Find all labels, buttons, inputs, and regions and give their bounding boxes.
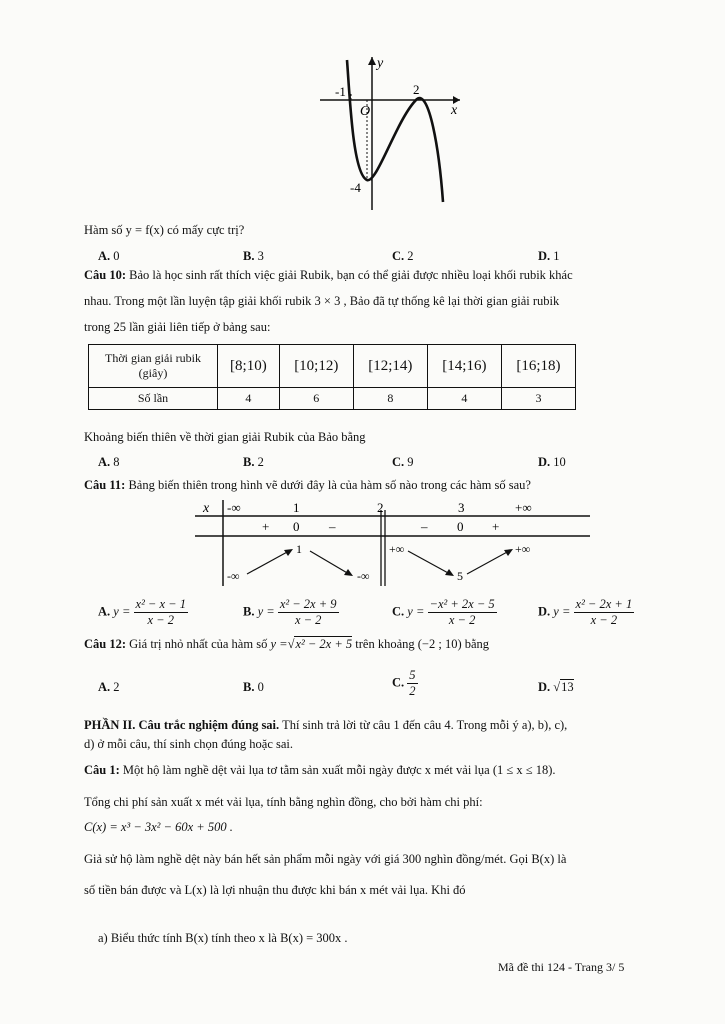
vt-y-value: +∞ <box>515 542 531 556</box>
x-tick-2: 2 <box>413 82 420 97</box>
q10-line2: nhau. Trong một lần luyện tập giải khối rubik 3 × 3 , Bảo đã tự thống kê lại thời gian giải rubik <box>84 294 560 308</box>
option-fraction <box>278 597 339 628</box>
option-key: B. <box>243 604 255 619</box>
option-lhs: y = <box>553 604 571 619</box>
option-key: B. <box>243 455 255 469</box>
option-text: 2 <box>113 680 120 694</box>
vt-sign: + <box>492 519 500 534</box>
vt-sign: 0 <box>293 519 300 534</box>
q10-option-d[interactable] <box>538 455 566 470</box>
p2q1-line3: Giả sử hộ làm nghề dệt này bán hết sản phẩm mỗi ngày với giá 300 nghìn đồng/mét. Gọi B(x) là <box>84 852 567 866</box>
option-fraction <box>574 597 635 628</box>
part2-heading <box>84 718 567 733</box>
option-lhs: y = <box>113 604 131 619</box>
vt-y-value: +∞ <box>389 542 405 556</box>
part2-heading-line2: d) ở mỗi câu, thí sinh chọn đúng hoặc sai. <box>84 737 294 751</box>
q11-option-d[interactable] <box>538 597 634 628</box>
vt-sign: – <box>329 519 336 534</box>
option-text: 3 <box>257 249 264 263</box>
option-key: C. <box>392 455 405 469</box>
p2q1-line2: Tổng chi phí sản xuất x mét vải lụa, tính bằng nghìn đồng, cho bởi hàm chi phí: <box>84 795 483 809</box>
q10-line1 <box>84 268 573 283</box>
q12-line: Câu 12: Giá trị nhỏ nhất của hàm số y =√x² − 2x + 5 trên khoảng (−2 ; 10) bằng <box>84 637 490 651</box>
option-text: 2 <box>407 249 414 263</box>
fraction-numerator: x² − x − 1 <box>135 597 186 611</box>
option-key: C. <box>392 249 405 263</box>
row-label: Số lần <box>89 388 218 410</box>
fraction-denominator: 2 <box>409 684 416 698</box>
vt-sign: 0 <box>457 519 464 534</box>
q10-label: Câu 10: <box>84 268 127 282</box>
option-key: D. <box>538 455 551 469</box>
fraction-numerator: x² − 2x + 1 <box>575 597 633 611</box>
q9-option-b[interactable] <box>243 249 264 264</box>
option-key: D. <box>538 680 551 694</box>
q12-label: Câu 12: <box>84 637 127 651</box>
option-text: 0 <box>257 680 264 694</box>
q11-line <box>84 478 531 493</box>
count-cell: 4 <box>427 388 501 410</box>
interval-cell: [14;16) <box>427 345 501 388</box>
p2q1-label: Câu 1: <box>84 763 120 777</box>
option-text: 8 <box>113 455 120 469</box>
page-footer: Mã đề thi 124 - Trang 3/ 5 <box>498 960 625 974</box>
interval-cell: [16;18) <box>501 345 575 388</box>
option-key: A. <box>98 249 111 263</box>
fraction-denominator: x − 2 <box>294 613 322 627</box>
option-key: D. <box>538 249 551 263</box>
q12-option-d[interactable]: D. √13 <box>538 680 574 694</box>
table-header-line1: Thời gian giải rubik <box>105 351 201 365</box>
count-cell: 3 <box>501 388 575 410</box>
vt-x-value: 1 <box>293 500 300 515</box>
vt-y-value: 1 <box>296 542 302 556</box>
option-text: 0 <box>113 249 120 263</box>
count-cell: 8 <box>353 388 427 410</box>
option-key: B. <box>243 249 255 263</box>
option-fraction <box>428 597 497 628</box>
option-key: D. <box>538 604 551 619</box>
q12-option-b[interactable] <box>243 680 264 695</box>
q10-option-c[interactable] <box>392 455 414 470</box>
option-key: A. <box>98 455 111 469</box>
option-lhs: y = <box>407 604 425 619</box>
option-text: 10 <box>553 455 566 469</box>
vt-y-value: -∞ <box>357 569 370 583</box>
fraction-denominator: x − 2 <box>448 613 476 627</box>
q9-question: Hàm số y = f(x) có mấy cực trị? <box>84 223 245 237</box>
rubik-table <box>88 344 576 410</box>
q10-line3: trong 25 lần giải liên tiếp ở bảng sau: <box>84 320 271 334</box>
q11-option-a[interactable] <box>98 597 188 628</box>
q9-option-a[interactable] <box>98 249 120 264</box>
y-tick-neg4: -4 <box>350 180 361 195</box>
q9-option-c[interactable] <box>392 249 414 264</box>
interval-cell: [12;14) <box>353 345 427 388</box>
q11-text: Bảng biến thiên trong hình vẽ dưới đây là của hàm số nào trong các hàm số sau? <box>128 478 531 492</box>
vt-y-value: 5 <box>457 569 463 583</box>
option-key: C. <box>392 604 405 619</box>
interval-cell: [10;12) <box>279 345 353 388</box>
part2-heading-rest: Thí sinh trả lời từ câu 1 đến câu 4. Trong mỗi ý a), b), c), <box>279 718 568 732</box>
option-fraction <box>134 597 188 628</box>
fraction-numerator: −x² + 2x − 5 <box>429 597 495 611</box>
q11-option-c[interactable] <box>392 597 497 628</box>
option-key: A. <box>98 604 111 619</box>
interval-cell: [8;10) <box>218 345 280 388</box>
p2q1-line4: số tiền bán được và L(x) là lợi nhuận thu được khi bán x mét vải lụa. Khi đó <box>84 883 466 897</box>
vt-arrow-down-2 <box>408 551 450 574</box>
option-key: B. <box>243 680 255 694</box>
fraction-numerator: x² − 2x + 9 <box>279 597 337 611</box>
vt-x-label: x <box>203 501 210 516</box>
vt-arrow-up-1 <box>247 551 289 574</box>
count-cell: 6 <box>279 388 353 410</box>
part2-heading-bold: PHẦN II. Câu trắc nghiệm đúng sai. <box>84 718 280 732</box>
q12-text-before: Giá trị nhỏ nhất của hàm số <box>129 637 268 651</box>
table-header-line2: (giây) <box>138 366 168 380</box>
fraction-denominator: x − 2 <box>590 613 618 627</box>
q10-question: Khoảng biến thiên về thời gian giải Rubik của Bảo bằng <box>84 430 366 444</box>
vt-x-value: 3 <box>458 500 465 515</box>
q9-option-d[interactable] <box>538 249 560 264</box>
option-key: A. <box>98 680 111 694</box>
q10-text1: Bảo là học sinh rất thích việc giải Rubik, bạn có thể giải được nhiều loại khối rubik khác <box>129 268 573 282</box>
function-graph <box>315 52 465 212</box>
x-axis-label: x <box>451 103 458 118</box>
vt-y-value: -∞ <box>227 569 240 583</box>
option-radicand: 13 <box>561 680 574 694</box>
vt-sign: – <box>421 519 428 534</box>
origin-label: O <box>360 104 371 119</box>
q12-option-a[interactable] <box>98 680 120 695</box>
vt-x-value: +∞ <box>515 500 532 515</box>
p2q1-text1: Một hộ làm nghề dệt vải lụa tơ tằm sản xuất mỗi ngày được x mét vải lụa (1 ≤ x ≤ 18). <box>122 763 556 777</box>
q10-option-b[interactable] <box>243 455 264 470</box>
variation-table <box>195 498 590 588</box>
q12-option-c[interactable] <box>392 668 418 699</box>
table-header <box>89 345 218 388</box>
q11-label: Câu 11: <box>84 478 126 492</box>
option-text: 9 <box>407 455 414 469</box>
y-axis-label: y <box>377 56 384 71</box>
vt-arrow-down-1 <box>310 551 349 574</box>
q12-text-after: trên khoảng (−2 ; 10) bằng <box>355 637 490 651</box>
option-text: 1 <box>553 249 560 263</box>
fraction-numerator: 5 <box>409 668 416 682</box>
function-curve <box>347 60 443 202</box>
vt-x-value: -∞ <box>227 500 241 515</box>
option-lhs: y = <box>257 604 275 619</box>
option-key: C. <box>392 675 405 690</box>
q10-option-a[interactable] <box>98 455 120 470</box>
fraction-denominator: x − 2 <box>147 613 174 627</box>
p2q1-item-a: a) Biểu thức tính B(x) tính theo x là B(x) = 300x . <box>98 931 348 945</box>
option-text: 2 <box>257 455 264 469</box>
vt-arrow-up-2 <box>467 551 509 574</box>
vt-sign: + <box>262 519 270 534</box>
count-cell: 4 <box>218 388 280 410</box>
q11-option-b[interactable] <box>243 597 339 628</box>
p2q1-formula: C(x) = x³ − 3x² − 60x + 500 . <box>84 820 233 834</box>
option-fraction <box>407 668 417 699</box>
q12-func-lhs: y = <box>270 637 288 651</box>
p2q1-line1 <box>84 763 556 778</box>
q12-func-radicand: x² − 2x + 5 <box>295 637 353 651</box>
vt-x-value: 2 <box>377 500 384 515</box>
y-axis-arrow <box>368 57 376 65</box>
x-tick-neg1: -1 <box>335 84 346 99</box>
